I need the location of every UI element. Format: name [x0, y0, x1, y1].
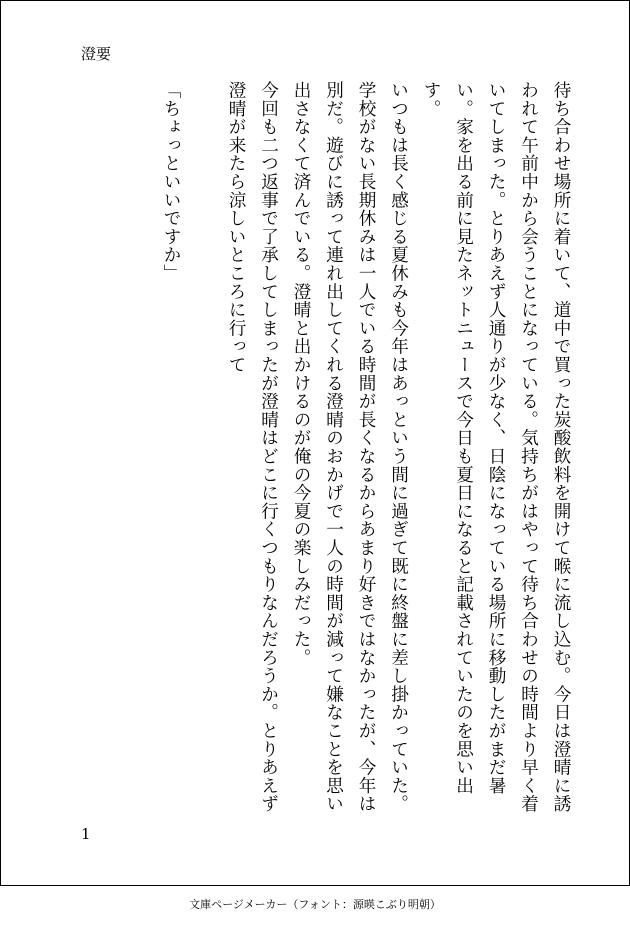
paragraph: いつもは長く感じる夏休みも今年はあっという間に過ぎて既に終盤に差し掛かっていた。学校がない長期休みは一人でいる時間が長くなるからあまり好きではなかったが、今年は別だ。遊びに誘って連れ出してくれる澄晴のおかげで一人の時間が減って嫌なことを思い出さなくて済んでいる。澄晴と出かけるのが俺の今夏の楽しみだった。: [291, 81, 409, 813]
chapter-title: 澄要: [81, 45, 112, 63]
paragraph: 今回も二つ返事で了承してしまったが澄晴はどこに行くつもりなんだろうか。とりあえず澄晴が来たら涼しいところに行って: [226, 81, 279, 813]
paragraph-spacer: [187, 81, 220, 821]
footer-credit: 文庫ページメーカー（フォント：源暎こぶり明朝）: [189, 898, 441, 911]
body-text: [155, 81, 578, 821]
paragraph: 待ち合わせ場所に着いて、道中で買った炭酸飲料を開けて喉に流し込む。今日は澄晴に誘われて午前中から会うことになっている。気持ちがはやって待ち合わせの時間より早く着いてしまった。とりあえず人通りが少なく、日陰になっている場所に移動したがまだ暑い。家を出る前に見たネットニュースで今日も夏日になると記載されていたのを思い出す。: [421, 81, 571, 813]
dialogue-line: 「ちょっといいですか」: [161, 81, 181, 283]
page-number: 1: [81, 825, 91, 843]
